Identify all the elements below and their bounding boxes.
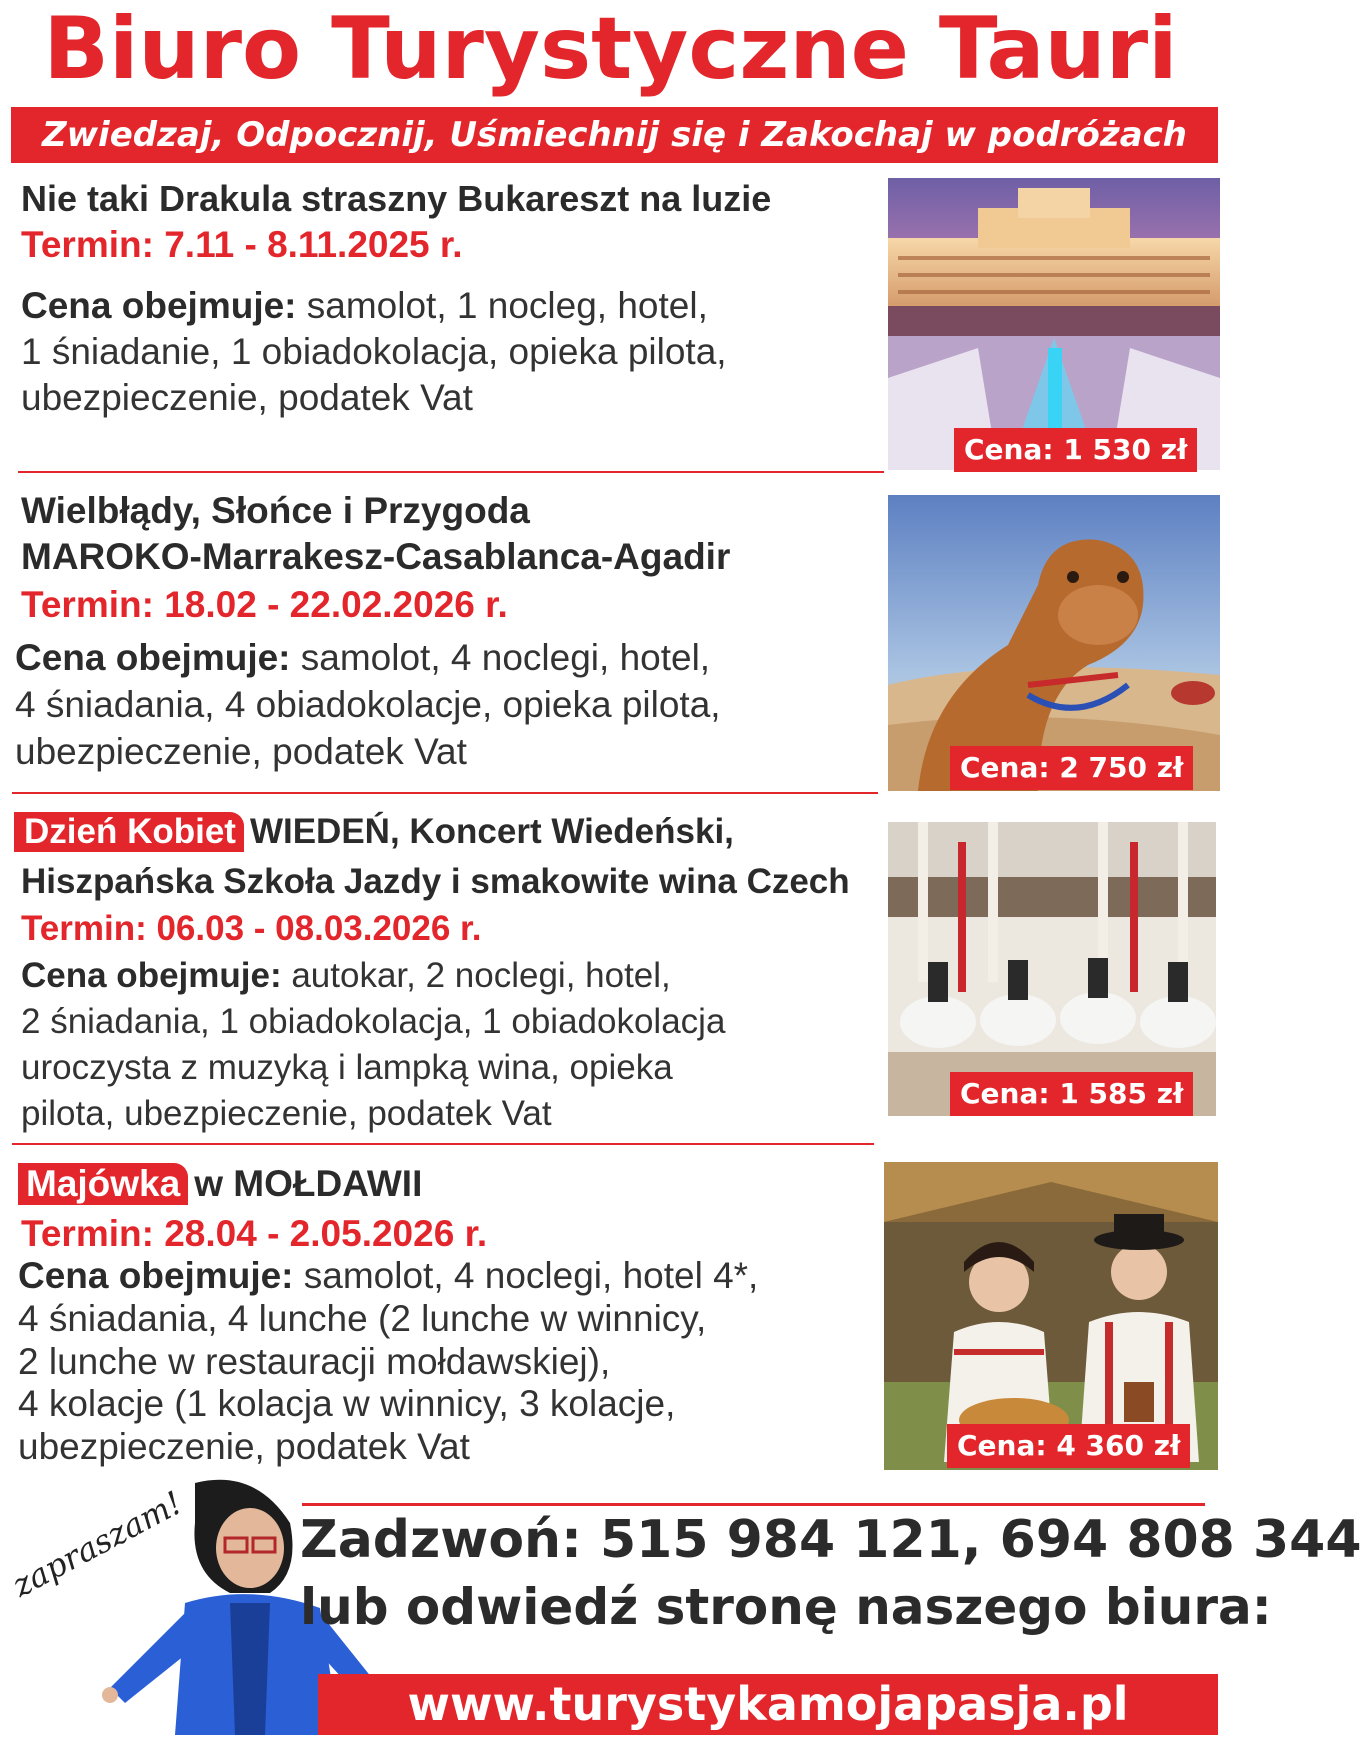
includes-label: Cena obejmuje:	[21, 285, 297, 326]
visit-website-text: lub odwiedź stronę naszego biura:	[300, 1578, 1272, 1636]
offer-includes-line: pilota, ubezpieczenie, podatek Vat	[21, 1094, 552, 1133]
section-divider	[18, 471, 884, 473]
offer-term: Termin: 06.03 - 08.03.2026 r.	[21, 909, 482, 948]
tagline-banner	[11, 107, 1218, 163]
includes-label: Cena obejmuje:	[18, 1255, 294, 1296]
offer-includes-line: 2 śniadania, 1 obiadokolacja, 1 obiadokolacja	[21, 1002, 726, 1041]
offer-heading: Wielbłądy, Słońce i Przygoda	[21, 490, 530, 531]
contact-divider	[302, 1503, 1205, 1506]
offer-heading: Hiszpańska Szkoła Jazdy i smakowite wina Czech	[21, 862, 850, 901]
offer-term: Termin: 7.11 - 8.11.2025 r.	[21, 224, 463, 265]
phone-numbers: Zadzwoń: 515 984 121, 694 808 344	[300, 1510, 1362, 1570]
offer-includes-line: Cena obejmuje: samolot, 1 nocleg, hotel,	[21, 285, 708, 326]
offer-badge: Dzień Kobiet	[14, 812, 244, 852]
section-divider	[12, 1143, 874, 1145]
offer-includes-line: ubezpieczenie, podatek Vat	[21, 377, 473, 418]
offer-term: Termin: 18.02 - 22.02.2026 r.	[21, 584, 508, 625]
offer-heading: Nie taki Drakula straszny Bukareszt na luzie	[21, 178, 772, 219]
price-tag: Cena: 2 750 zł	[950, 746, 1193, 790]
price-tag: Cena: 4 360 zł	[947, 1424, 1190, 1468]
offer-badge: Majówka	[18, 1163, 188, 1205]
section-divider	[12, 792, 878, 794]
includes-label: Cena obejmuje:	[15, 637, 291, 678]
offer-includes-line: 1 śniadanie, 1 obiadokolacja, opieka pilota,	[21, 331, 727, 372]
price-tag: Cena: 1 530 zł	[954, 428, 1197, 472]
offer-term: Termin: 28.04 - 2.05.2026 r.	[21, 1213, 488, 1254]
page-title: Biuro Turystyczne Tauri	[43, 0, 1178, 99]
offer-includes-line: uroczysta z muzyką i lampką wina, opieka	[21, 1048, 673, 1087]
offer-includes-line: 4 kolacje (1 kolacja w winnicy, 3 kolacje,	[18, 1383, 676, 1424]
offer-includes-line: ubezpieczenie, podatek Vat	[18, 1426, 470, 1467]
website-link[interactable]: www.turystykamojapasja.pl	[407, 1677, 1129, 1731]
offer-includes-line: 4 śniadania, 4 lunche (2 lunche w winnicy,	[18, 1298, 707, 1339]
invite-handwriting: zapraszam!	[5, 1483, 189, 1605]
tagline-text: Zwiedzaj, Odpocznij, Uśmiechnij się i Zakochaj w podróżach	[41, 115, 1188, 155]
price-tag: Cena: 1 585 zł	[950, 1072, 1193, 1116]
offer-heading: Dzień Kobiet WIEDEŃ, Koncert Wiedeński,	[14, 812, 734, 852]
offer-includes-line: 2 lunche w restauracji mołdawskiej),	[18, 1341, 611, 1382]
includes-label: Cena obejmuje:	[21, 956, 282, 995]
offer-heading: Majówka w MOŁDAWII	[18, 1163, 422, 1205]
offer-includes-line: Cena obejmuje: autokar, 2 noclegi, hotel,	[21, 956, 671, 995]
offer-includes-line: 4 śniadania, 4 obiadokolacje, opieka pilota,	[15, 684, 721, 725]
offer-includes-line: ubezpieczenie, podatek Vat	[15, 731, 467, 772]
offer-includes-line: Cena obejmuje: samolot, 4 noclegi, hotel,	[15, 637, 711, 678]
offer-includes-line: Cena obejmuje: samolot, 4 noclegi, hotel 4*,	[18, 1255, 759, 1296]
bucharest-palace-photo	[888, 178, 1220, 470]
offer-heading: MAROKO-Marrakesz-Casablanca-Agadir	[21, 536, 731, 577]
